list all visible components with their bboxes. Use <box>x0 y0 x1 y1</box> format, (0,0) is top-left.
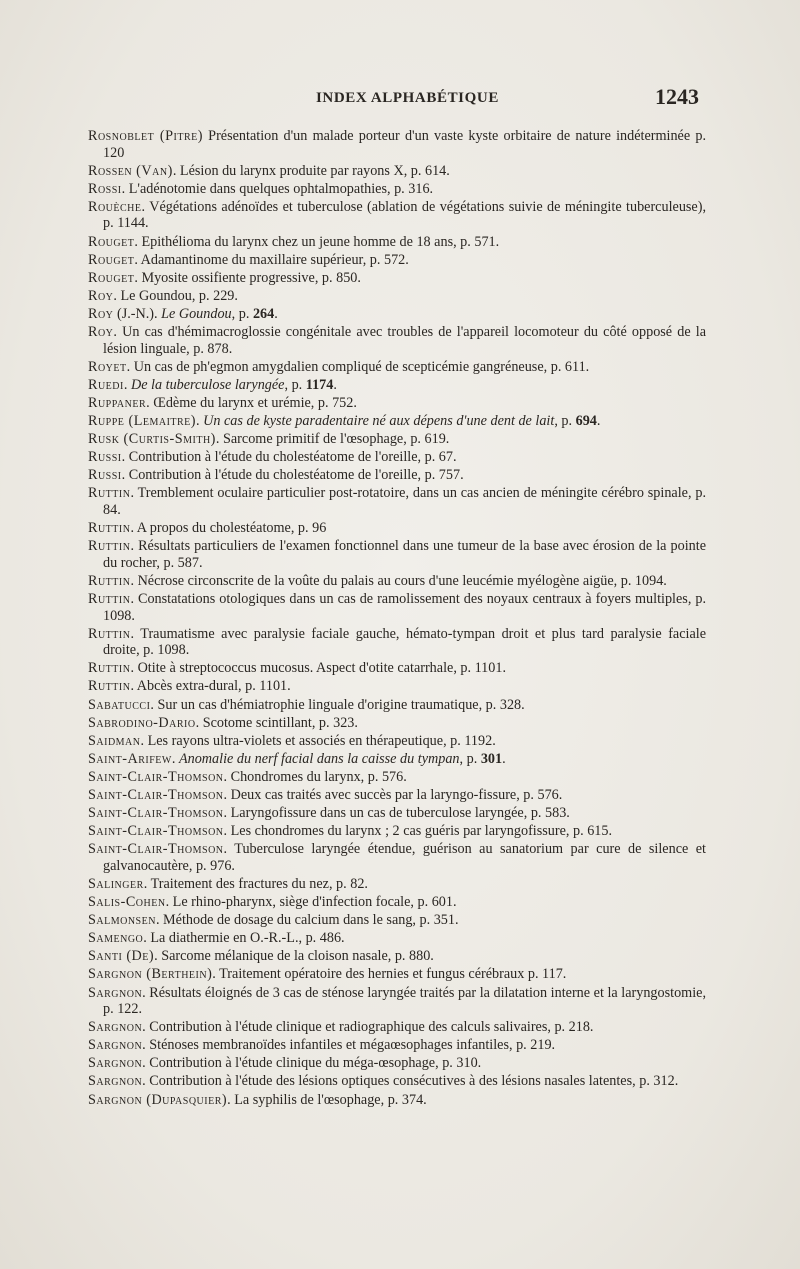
index-entry <box>88 948 706 965</box>
entry-text: . Adamantinome du maxillaire supérieur, p. 572. <box>134 251 409 268</box>
index-entry <box>88 626 706 659</box>
index-entry <box>88 181 706 198</box>
index-entry <box>88 252 706 269</box>
entry-author: Samengo <box>88 930 144 947</box>
index-entry <box>88 413 706 430</box>
entry-author: Roy <box>88 305 114 322</box>
entry-text: . Le Goundou, p. 229. <box>113 287 238 304</box>
index-entry <box>88 1092 706 1109</box>
entry-author: Salinger <box>88 875 144 892</box>
entry-author: Ruppaner <box>88 394 147 411</box>
index-entry <box>88 485 706 518</box>
entry-text: . Œdème du larynx et urémie, p. 752. <box>146 394 357 411</box>
index-entry <box>88 467 706 484</box>
index-entry <box>88 128 706 161</box>
entry-text: . Le rhino-pharynx, siège d'infection focale, p. 601. <box>165 894 457 911</box>
entry-text: . Contribution à l'étude du cholestéatome de l'oreille, p. 757. <box>121 467 464 484</box>
entry-text: . Lésion du larynx produite par rayons X, p. 614. <box>172 162 450 179</box>
entry-author: Russi <box>88 449 122 466</box>
entry-author: Rouget <box>88 233 135 250</box>
entry-author: Sabatucci <box>88 696 151 713</box>
entry-author: Sargnon <box>88 1037 143 1054</box>
entry-text: . Abcès extra-dural, p. 1101. <box>130 678 291 695</box>
entry-text: . Chondromes du larynx, p. 576. <box>223 768 407 785</box>
index-entry <box>88 660 706 677</box>
entry-author: Roy <box>88 324 114 341</box>
index-entry <box>88 234 706 251</box>
entry-text: . Résultats éloignés de 3 cas de sténose laryngée traités par la dilatation interne et la laryngostomie, p. 122. <box>103 984 706 1018</box>
index-entry <box>88 894 706 911</box>
index-entry <box>88 1037 706 1054</box>
entry-text: . Sarcome mélanique de la cloison nasale, p. 880. <box>154 948 434 965</box>
index-entry <box>88 395 706 412</box>
index-entries <box>88 128 706 1110</box>
entry-author: Salis-Cohen <box>88 894 166 911</box>
entry-text-after: , p. <box>231 305 253 322</box>
index-entry <box>88 431 706 448</box>
entry-text: . Otite à streptococcus mucosus. Aspect d'otite catarrhale, p. 1101. <box>130 660 506 677</box>
entry-author: Rusk (Curtis-Smith) <box>88 431 216 448</box>
index-entry <box>88 520 706 537</box>
entry-text: . Contribution à l'étude du cholestéatome de l'oreille, p. 67. <box>121 449 457 466</box>
entry-end: . <box>274 305 278 322</box>
entry-text: Présentation d'un malade porteur d'un vaste kyste orbitaire de nature indéterminée p. 120 <box>103 128 706 161</box>
index-entry <box>88 591 706 624</box>
entry-text: . Scotome scintillant, p. 323. <box>195 714 358 731</box>
running-title: INDEX ALPHABÉTIQUE <box>316 90 499 106</box>
entry-text: . La diathermie en O.-R.-L., p. 486. <box>143 930 345 947</box>
index-entry <box>88 1055 706 1072</box>
entry-author: Saint-Clair-Thomson <box>88 768 224 785</box>
entry-title: Un cas de kyste paradentaire né aux dépens d'une dent de lait <box>203 413 555 429</box>
index-entry <box>88 573 706 590</box>
index-entry <box>88 930 706 947</box>
index-entry <box>88 163 706 180</box>
entry-page-bold: 1174 <box>305 376 334 393</box>
entry-text: . Contribution à l'étude des lésions optiques consécutives à des lésions nasales latentes, p. 312. <box>142 1073 679 1090</box>
entry-text: . Epithélioma du larynx chez un jeune homme de 18 ans, p. 571. <box>134 233 500 250</box>
index-entry <box>88 985 706 1018</box>
index-entry <box>88 288 706 305</box>
index-entry <box>88 678 706 695</box>
entry-text: . Végétations adénoïdes et tuberculose (ablation de végétations suivie de méningite tuberculeuse), p. 1144. <box>103 198 706 232</box>
entry-text: . Un cas d'hémimacroglossie congénitale avec troubles de l'appareil locomoteur du côté opposé de la lésion linguale, p. 878. <box>103 324 706 357</box>
entry-author: Salmonsen <box>88 912 156 929</box>
index-entry <box>88 270 706 287</box>
index-entry <box>88 359 706 376</box>
entry-text: . Un cas de ph'egmon amygdalien compliqué de scepticémie gangréneuse, p. 611. <box>126 358 590 375</box>
index-entry <box>88 538 706 571</box>
entry-author: Saint-Clair-Thomson <box>88 841 224 858</box>
entry-text: . Constatations otologiques dans un cas de ramolissement des noyaux centraux à foyers multiples, p. 1098. <box>103 590 706 624</box>
entry-text: . Méthode de dosage du calcium dans le sang, p. 351. <box>155 912 459 929</box>
index-entry <box>88 715 706 732</box>
entry-text: . Tuberculose laryngée étendue, guérison au sanatorium par cure de silence et galvanocautère, p. 976. <box>103 841 706 874</box>
index-entry <box>88 1073 706 1090</box>
entry-author: Rosnoblet (Pitre) <box>88 128 203 144</box>
entry-text: . <box>123 376 131 393</box>
entry-author: Russi <box>88 467 122 484</box>
entry-author: Sargnon (Dupasquier) <box>88 1091 228 1108</box>
entry-author: Saint-Arifew <box>88 750 172 767</box>
entry-author: Ruttin <box>88 590 131 607</box>
entry-author: Ruttin <box>88 625 131 642</box>
entry-page-bold: 301 <box>480 750 503 767</box>
entry-author: Rossen (Van) <box>88 162 173 179</box>
entry-title: Anomalie du nerf facial dans la caisse du tympan <box>178 750 460 767</box>
entry-author: Saint-Clair-Thomson <box>88 805 224 822</box>
entry-author: Sargnon <box>88 1073 143 1090</box>
entry-text-after: , p. <box>554 413 576 429</box>
index-entry <box>88 823 706 840</box>
entry-text: . Myosite ossifiente progressive, p. 850. <box>134 269 361 286</box>
entry-text: . Nécrose circonscrite de la voûte du palais au cours d'une leucémie myélogène aigüe, p. 1094. <box>130 572 667 589</box>
entry-end: . <box>333 376 337 393</box>
entry-author: Ruttin <box>88 538 131 555</box>
entry-text-after: , p. <box>284 376 306 393</box>
entry-text-after: , p. <box>459 750 481 767</box>
index-entry <box>88 912 706 929</box>
entry-author: Rossi <box>88 180 122 197</box>
entry-text: . Tremblement oculaire particulier post-rotatoire, dans un cas ancien de méningite cérébro spinale, p. 84. <box>103 485 706 518</box>
entry-author: Saint-Clair-Thomson <box>88 823 224 840</box>
entry-author: Sabrodino-Dario <box>88 714 196 731</box>
entry-text: (J.-N.). <box>113 305 162 322</box>
index-entry <box>88 449 706 466</box>
entry-text: . A propos du cholestéatome, p. 96 <box>130 520 327 537</box>
index-entry <box>88 697 706 714</box>
entry-end: . <box>502 750 506 767</box>
entry-end: . <box>596 413 601 429</box>
entry-text: . Contribution à l'étude clinique du méga-œsophage, p. 310. <box>142 1055 482 1072</box>
entry-author: Royet <box>88 358 127 375</box>
index-entry <box>88 787 706 804</box>
entry-text: . L'adénotomie dans quelques ophtalmopathies, p. 316. <box>121 180 434 197</box>
entry-author: Sargnon (Berthein) <box>88 966 213 983</box>
page-number: 1243 <box>655 84 699 109</box>
entry-author: Ruttin <box>88 520 131 537</box>
entry-page-bold: 694 <box>575 413 597 429</box>
entry-author: Sargnon <box>88 984 143 1001</box>
entry-author: Ruttin <box>88 678 131 695</box>
entry-author: Rouget <box>88 269 135 286</box>
index-entry <box>88 377 706 394</box>
entry-text: . Les chondromes du larynx ; 2 cas guéris par laryngofissure, p. 615. <box>223 823 613 840</box>
entry-text: . Contribution à l'étude clinique et radiographique des calculs salivaires, p. 218. <box>142 1019 594 1036</box>
entry-author: Sargnon <box>88 1019 143 1036</box>
index-entry <box>88 751 706 768</box>
entry-text: . <box>196 413 204 429</box>
entry-page-bold: 264 <box>252 305 275 322</box>
index-entry <box>88 306 706 323</box>
index-entry <box>88 966 706 983</box>
entry-text: . Traitement des fractures du nez, p. 82. <box>143 875 368 892</box>
index-entry <box>88 805 706 822</box>
entry-author: Rouèche <box>88 198 142 215</box>
entry-author: Ruttin <box>88 660 131 677</box>
entry-text: . Laryngofissure dans un cas de tuberculose laryngée, p. 583. <box>223 805 570 822</box>
entry-title: Le Goundou <box>161 305 232 322</box>
entry-text: . Les rayons ultra-violets et associés en thérapeutique, p. 1192. <box>140 732 496 749</box>
index-entry <box>88 841 706 874</box>
page-header <box>0 84 800 114</box>
entry-author: Rouget <box>88 251 135 268</box>
entry-author: Ruttin <box>88 485 131 502</box>
entry-text: . Sténoses membranoïdes infantiles et mégaœsophages infantiles, p. 219. <box>142 1037 556 1054</box>
index-entry <box>88 324 706 357</box>
index-entry <box>88 769 706 786</box>
entry-author: Ruppe (Lemaitre) <box>88 413 197 429</box>
entry-text: . Deux cas traités avec succès par la laryngo-fissure, p. 576. <box>223 786 563 803</box>
entry-text: . La syphilis de l'œsophage, p. 374. <box>227 1091 427 1108</box>
index-entry <box>88 1019 706 1036</box>
entry-text: . <box>171 750 179 767</box>
entry-author: Saint-Clair-Thomson <box>88 786 224 803</box>
entry-text: . Résultats particuliers de l'examen fonctionnel dans une tumeur de la base avec érosion de la pointe du rocher, p. 587. <box>103 538 706 571</box>
entry-author: Ruedi <box>88 376 124 393</box>
entry-author: Ruttin <box>88 572 131 589</box>
entry-text: . Traumatisme avec paralysie faciale gauche, hémato-tympan droit et plus tard paralysie faciale droite, p. 1098. <box>103 625 706 659</box>
index-entry <box>88 733 706 750</box>
index-entry <box>88 876 706 893</box>
entry-text: . Sur un cas d'hémiatrophie linguale d'origine traumatique, p. 328. <box>150 696 525 713</box>
index-entry <box>88 199 706 232</box>
entry-author: Roy <box>88 287 114 304</box>
entry-author: Saidman <box>88 732 141 749</box>
entry-text: . Sarcome primitif de l'œsophage, p. 619. <box>215 431 450 448</box>
entry-text: . Traitement opératoire des hernies et fungus cérébraux p. 117. <box>212 966 567 983</box>
entry-title: De la tuberculose laryngée <box>130 376 285 393</box>
entry-author: Sargnon <box>88 1055 143 1072</box>
entry-author: Santi (De) <box>88 948 155 965</box>
